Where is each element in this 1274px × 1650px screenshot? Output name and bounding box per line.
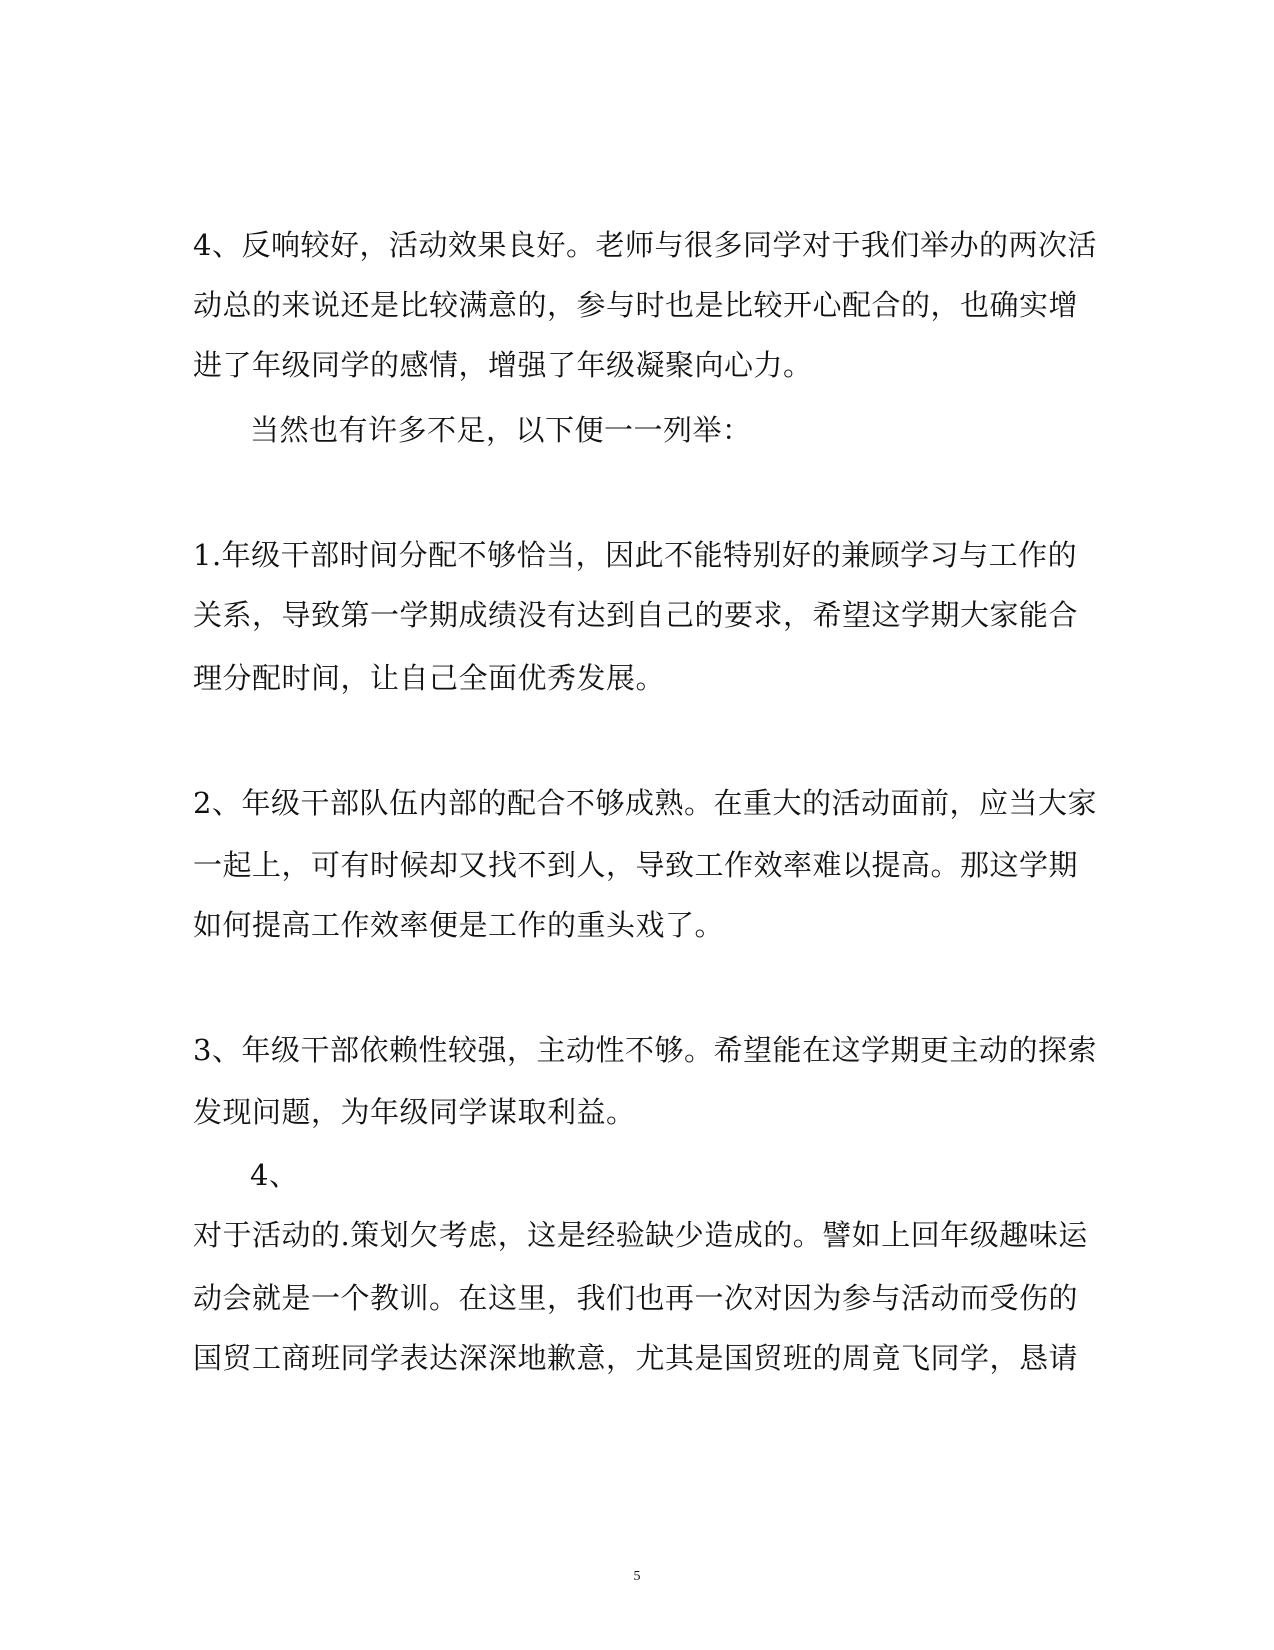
paragraph-line: 1.年级干部时间分配不够恰当，因此不能特别好的兼顾学习与工作的 <box>193 538 1078 572</box>
paragraph-line: 一起上，可有时候却又找不到人，导致工作效率难以提高。那这学期 <box>193 848 1079 882</box>
paragraph-line: 进了年级同学的感情，增强了年级凝聚向心力。 <box>193 348 813 382</box>
paragraph-line: 4、反响较好，活动效果良好。老师与很多同学对于我们举办的两次活 <box>193 228 1097 262</box>
page-number: 5 <box>633 1569 641 1584</box>
paragraph-line: 动总的来说还是比较满意的，参与时也是比较开心配合的，也确实增 <box>193 288 1079 322</box>
paragraph-line: 对于活动的.策划欠考虑，这是经验缺少造成的。譬如上回年级趣味运 <box>193 1218 1088 1252</box>
paragraph-line: 2、年级干部队伍内部的配合不够成熟。在重大的活动面前，应当大家 <box>193 786 1097 820</box>
paragraph-line: 关系，导致第一学期成绩没有达到自己的要求，希望这学期大家能合 <box>193 598 1079 632</box>
paragraph-line: 动会就是一个教训。在这里，我们也再一次对因为参与活动而受伤的 <box>193 1281 1079 1315</box>
paragraph-line: 当然也有许多不足，以下便一一列举： <box>250 413 752 447</box>
paragraph-line: 国贸工商班同学表达深深地歉意，尤其是国贸班的周竟飞同学，恳请 <box>193 1341 1079 1375</box>
paragraph-line: 如何提高工作效率便是工作的重头戏了。 <box>193 908 725 942</box>
paragraph-line: 3、年级干部依赖性较强，主动性不够。希望能在这学期更主动的探索 <box>193 1033 1097 1067</box>
paragraph-line: 4、 <box>250 1158 299 1192</box>
paragraph-line: 理分配时间，让自己全面优秀发展。 <box>193 661 666 695</box>
paragraph-line: 发现问题，为年级同学谋取利益。 <box>193 1095 636 1129</box>
